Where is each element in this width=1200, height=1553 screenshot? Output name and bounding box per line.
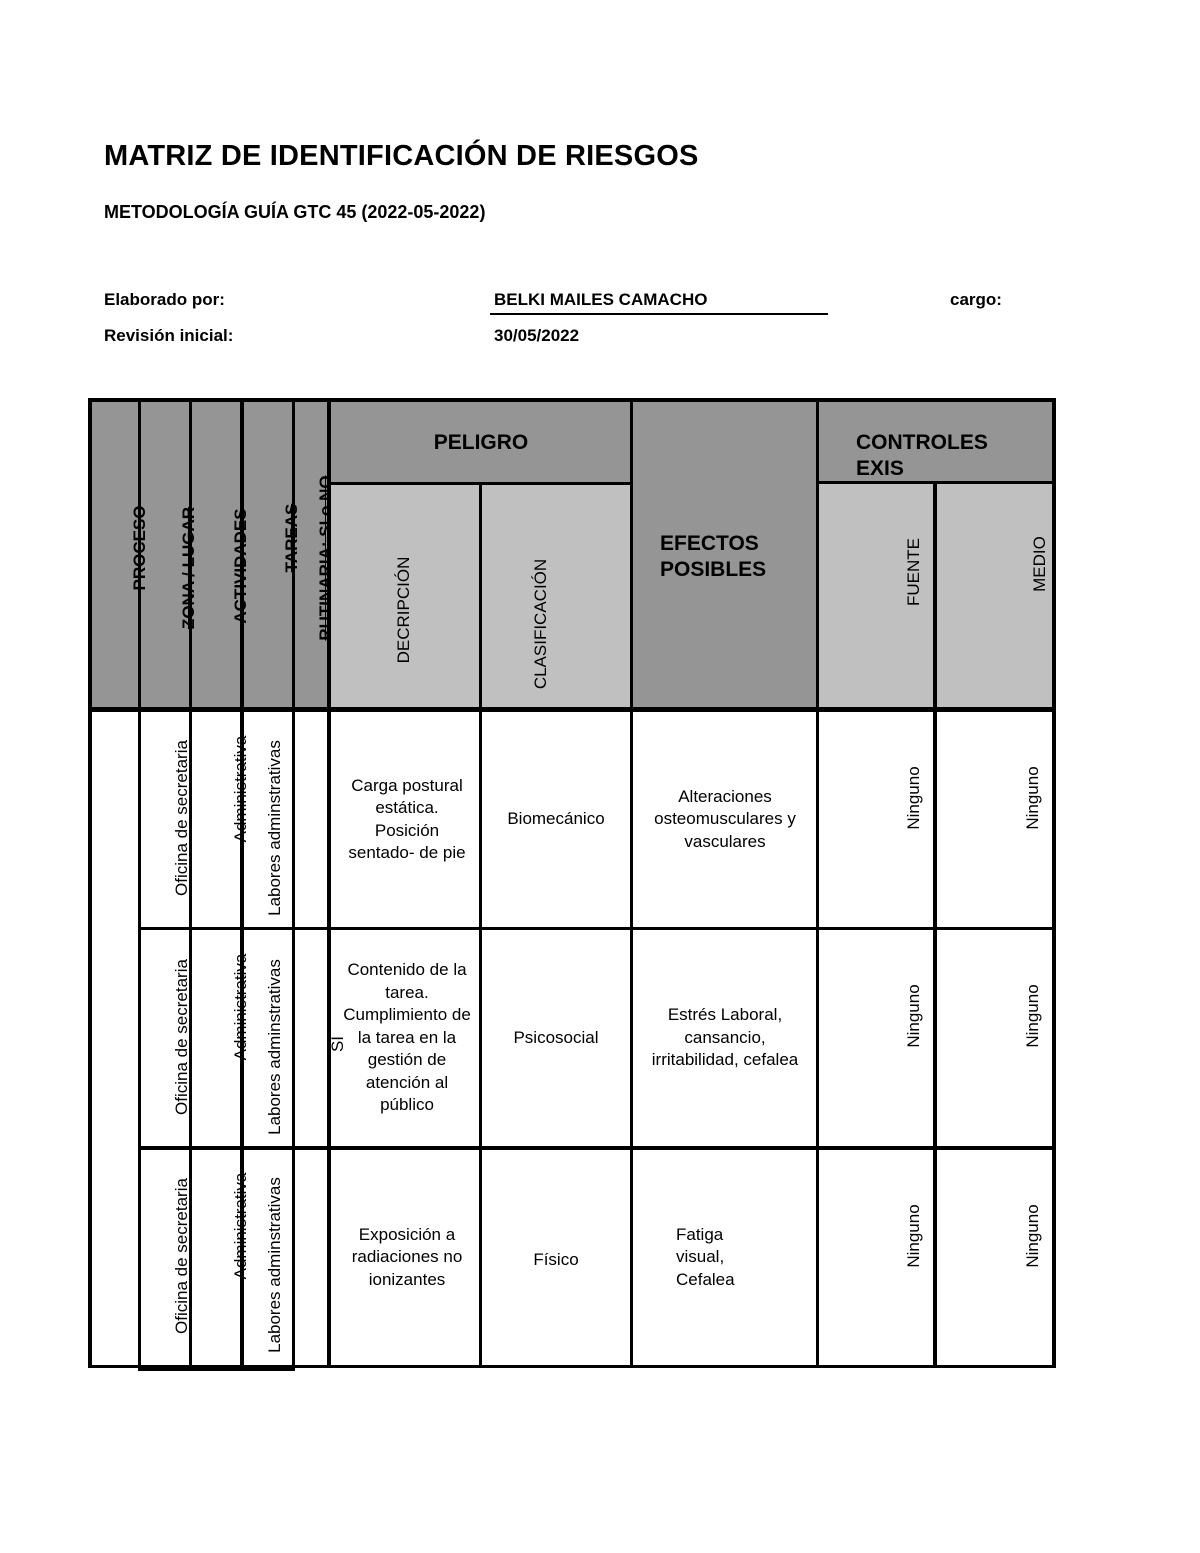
col-border-0 <box>88 398 92 1368</box>
row3-clasificacion: Físico <box>533 1249 579 1269</box>
row2-zona: Oficina de secretaria <box>172 959 191 1115</box>
elaborado-value: BELKI MAILES CAMACHO <box>494 290 708 309</box>
header-peligro: PELIGRO <box>433 431 529 454</box>
col-border-9 <box>933 481 937 1368</box>
row2-efectos: Estrés Laboral, cansancio, irritabilidad, cefalea <box>651 1005 799 1070</box>
row2-actividad: Administrativa <box>231 953 250 1061</box>
header-controles: CONTROLES EXIS <box>856 431 988 481</box>
col-border-10 <box>1052 398 1056 1368</box>
row1-clasificacion: Biomecánico <box>507 809 605 829</box>
row3-fuente: Ninguno <box>904 1204 923 1268</box>
document-subtitle: METODOLOGÍA GUÍA GTC 45 (2022-05-2022) <box>104 202 486 222</box>
row1-actividad: Administrativa <box>231 735 250 843</box>
header-clasificacion: CLASIFICACIÓN <box>531 558 550 690</box>
table-top-border <box>88 398 1056 402</box>
header-actividades: ACTIVIDADES <box>231 508 250 624</box>
row1-efectos: Alteraciones osteomusculares y vasculares <box>654 786 796 851</box>
revision-label: Revisión inicial: <box>104 326 234 345</box>
row3-tarea: Labores adminstrativas <box>265 1177 284 1353</box>
header-fuente: FUENTE <box>904 538 923 606</box>
header-efectos: EFECTOS POSIBLES <box>660 532 767 582</box>
row3-zona: Oficina de secretaria <box>172 1178 191 1334</box>
row1-descripcion: Carga postural estática. Posición sentado- de pie <box>348 775 466 862</box>
col-border-7 <box>630 400 633 1368</box>
row3-descripcion: Exposición a radiaciones no ionizantes <box>351 1224 463 1289</box>
header-proceso: PROCESO <box>130 505 149 591</box>
rutinaria-value: SI <box>328 1035 347 1053</box>
row3-medio: Ninguno <box>1023 1204 1042 1268</box>
row1-zona: Oficina de secretaria <box>172 740 191 896</box>
row1-medio: Ninguno <box>1023 766 1042 830</box>
header-tareas: TAREAS <box>282 503 301 573</box>
row2-tarea: Labores adminstrativas <box>265 959 284 1135</box>
revision-value: 30/05/2022 <box>494 326 580 345</box>
row2-clasificacion: Psicosocial <box>513 1027 599 1047</box>
row2-medio: Ninguno <box>1023 984 1042 1048</box>
header-zona: ZONA / LUGAR <box>179 506 198 630</box>
row1-tarea: Labores adminstrativas <box>265 740 284 916</box>
cargo-label: cargo: <box>950 290 1002 309</box>
table-bottom-extra <box>138 1368 294 1371</box>
header-medio: MEDIO <box>1030 536 1049 592</box>
row1-fuente: Ninguno <box>904 766 923 830</box>
header-rutinaria: RUTINARIA: SI o NO <box>316 475 335 641</box>
row2-descripcion: Contenido de la tarea. Cumplimiento de la tarea en la gestión de atención al público <box>343 960 471 1115</box>
row3-efectos: Fatiga visual, Cefalea <box>676 1224 735 1289</box>
row2-fuente: Ninguno <box>904 984 923 1048</box>
elaborado-label: Elaborado por: <box>104 290 225 309</box>
document-title: MATRIZ DE IDENTIFICACIÓN DE RIESGOS <box>104 140 699 172</box>
col-border-8 <box>816 400 819 1368</box>
row3-actividad: Administrativa <box>231 1172 250 1280</box>
header-descripcion: DECRIPCIÓN <box>394 556 413 664</box>
